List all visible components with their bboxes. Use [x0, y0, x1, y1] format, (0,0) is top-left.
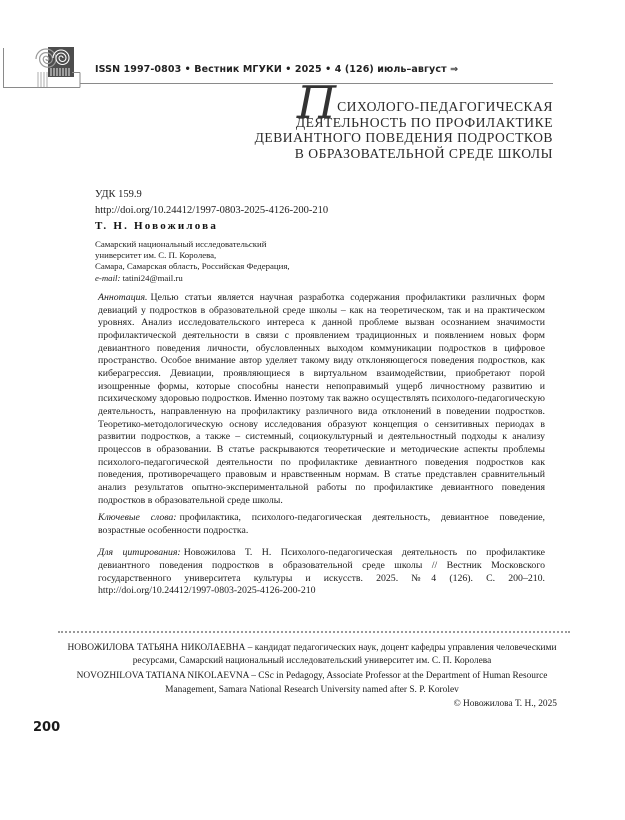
affiliation-line: университет им. С. П. Королева, — [95, 250, 217, 261]
citation-label: Для цитирования: — [98, 547, 181, 559]
author-bio-block — [62, 642, 562, 699]
author-bio-en: NOVOZHILOVA TATIANA NIKOLAEVNA – CSc in Pedagogy, Associate Professor at the Department of Human Resource Management, Samara National Research University named after S. P. Korolev — [76, 671, 548, 695]
affiliation-email-line — [95, 273, 290, 284]
logo-fluting-left — [38, 72, 47, 87]
udc-code: УДК 159.9 — [95, 189, 142, 200]
title-line-1: ПСИХОЛОГО-ПЕДАГОГИЧЕСКАЯ — [296, 76, 553, 129]
dotted-separator — [58, 631, 570, 633]
email-label: e-mail: — [95, 272, 121, 283]
article-front-matter — [98, 292, 545, 598]
keywords-text: профилактика, психолого-педагогическая деятельность, девиантное поведение, возрастные особенности подростка. — [98, 512, 545, 536]
doi-link: http://doi.org/10.24412/1997-0803-2025-4126-200-210 — [95, 204, 329, 216]
author-bio-ru: НОВОЖИЛОВА ТАТЬЯНА НИКОЛАЕВНА – кандидат педагогических наук, доцент кафедры управления человеческими ресурсами, Самарский национальный исследовательский университет им. С. П. Королева — [67, 643, 557, 667]
copyright-notice: © Новожилова Т. Н., 2025 — [453, 699, 557, 709]
citation-text: Новожилова Т. Н. Психолого-педагогическая деятельность по профилактике девиантного поведения подростков в образовательной среде школы // Вестник Московского государственного университета культуры и искусств. 2025. №4 (126). С. 200–210. http://doi.org/10.24412/1997-0803-2025-4126-200-210 — [98, 547, 545, 597]
journal-issn-line: ISSN 1997-0803 • Вестник МГУКИ • 2025 • 4 (126) июль–август ⇒ — [95, 64, 459, 75]
author-email: tatini24@mail.ru — [122, 272, 183, 283]
author-name: Т. Н. Новожилова — [95, 220, 219, 232]
title-line-2: ДЕЯТЕЛЬНОСТЬ ПО ПРОФИЛАКТИКЕ — [295, 114, 553, 130]
abstract-paragraph — [98, 292, 545, 507]
article-meta — [95, 187, 328, 218]
affiliation-line: Самарский национальный исследовательский — [95, 239, 267, 249]
title-line-3: ДЕВИАНТНОГО ПОВЕДЕНИЯ ПОДРОСТКОВ — [254, 130, 553, 146]
affiliation-line: Самара, Самарская область, Российская Федерация, — [95, 261, 290, 272]
keywords-label: Ключевые слова: — [98, 512, 177, 524]
citation-paragraph — [98, 547, 545, 598]
abstract-text: Целью статьи является научная разработка содержания профилактики различных форм девиаций у подростков в образовательной среде школы – как на теоретическом, так и на практическом уровнях. Анализ исследовательского интереса к данной проблеме вызван осознанием значимости профилактической деятельности в связи с проявлением традиционных и появлением новых форм девиантного поведения личности, обусловленных выходом коммуникации подростков в цифровое пространство. Особое внимание автор уделяет такому виду отклоняющегося поведения подростков, как киберагрессия. Девиации, проявляющиеся в виртуальном взаимодействии, приобретают порой изощренные формы, которые способны нанести непоправимый ущерб личностному развитию и психическому здоровью подростков. Именно поэтому так важно осуществлять психолого-педагогическую деятельность, направленную на профилактику различного вида отклонений в поведении подростков. Теоретико-методологическую основу исследования образуют концепция о сензитивных периодах в развитии подростков, а также – системный, социокультурный и деятельностный подходы к анализу процессов в образовании. В статье раскрываются теоретические и методические аспекты проблемы психолого-педагогической деятельности по профилактике девиантного поведения подростков как поведения, противоречащего правовым и нравственным нормам. В статье представлен сравнительный анализ результатов опытно-экспериментальной работы по профилактике девиантного поведения подростков в образовательной среде школы. — [98, 292, 545, 506]
page-number: 200 — [33, 720, 61, 735]
logo-fluting-right — [51, 68, 69, 76]
abstract-label: Аннотация. — [98, 292, 148, 303]
title-line-1-text: СИХОЛОГО-ПЕДАГОГИЧЕСКАЯ — [337, 99, 553, 114]
author-affiliation — [95, 239, 290, 284]
article-title — [80, 76, 553, 161]
keywords-paragraph — [98, 512, 545, 537]
title-line-4: В ОБРАЗОВАТЕЛЬНОЙ СРЕДЕ ШКОЛЫ — [294, 145, 553, 161]
